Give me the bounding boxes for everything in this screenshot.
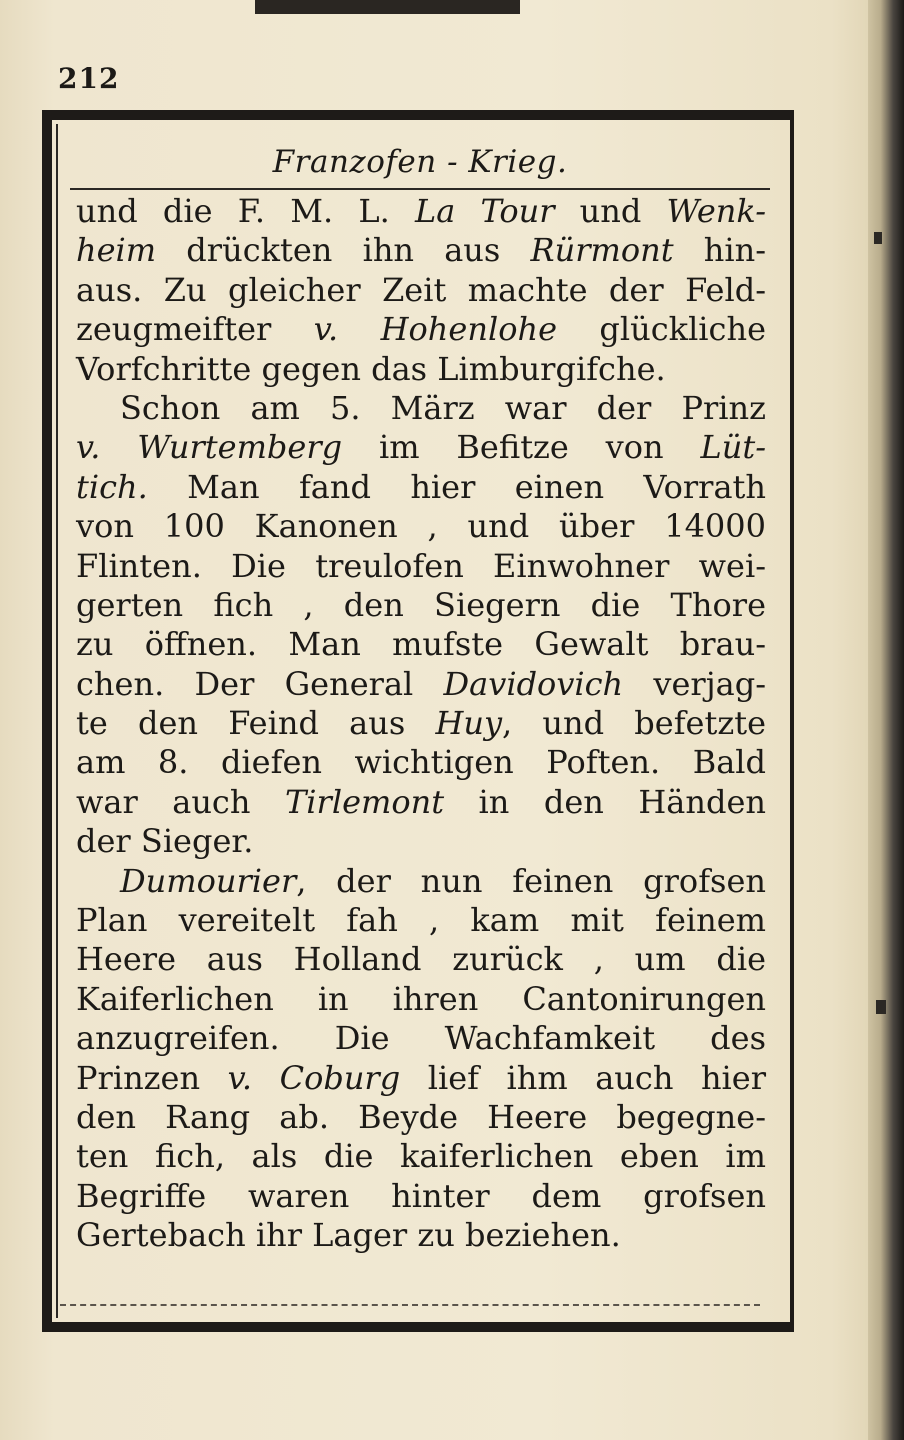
- text-line: [76, 1059, 766, 1098]
- text-segment: aus. Zu gleicher Zeit machte der Feld-: [76, 270, 766, 309]
- italic-segment: La Tour: [414, 192, 555, 230]
- margin-mark: [874, 232, 882, 244]
- text-segment: im Befitze von: [342, 428, 701, 467]
- italic-segment: Wenk-: [666, 192, 767, 230]
- text-line: [76, 1177, 766, 1216]
- text-segment: verjag-: [623, 664, 767, 703]
- text-segment: hin-: [673, 231, 766, 270]
- text-line: [76, 586, 766, 625]
- text-segment: , der nun feinen grofsen: [296, 861, 766, 900]
- text-line: [76, 271, 766, 310]
- text-segment: , und befetzte: [502, 704, 767, 743]
- text-line: [76, 468, 766, 507]
- text-segment: von 100 Kanonen , und über 14000: [76, 507, 766, 546]
- text-segment: te den Feind aus: [76, 704, 436, 743]
- text-line: [76, 1019, 766, 1058]
- bottom-rule: [60, 1304, 760, 1306]
- text-segment: lief ihm auch hier: [400, 1058, 767, 1097]
- text-segment: Plan vereitelt fah , kam mit feinem: [76, 901, 766, 940]
- italic-segment: heim: [76, 231, 157, 270]
- text-line: [76, 783, 766, 822]
- text-segment: glückliche: [557, 310, 767, 349]
- text-line: [76, 231, 766, 270]
- text-segment: Begriffe waren hinter dem grofsen: [76, 1176, 766, 1215]
- italic-segment: v. Wurtemberg: [76, 428, 343, 467]
- text-segment: und: [554, 192, 667, 230]
- text-line: [76, 862, 766, 901]
- text-segment: zu öffnen. Man mufste Gewalt brau-: [76, 625, 766, 664]
- text-line: [76, 547, 766, 586]
- italic-segment: Davidovich: [443, 664, 624, 703]
- text-line: [76, 822, 766, 861]
- text-segment: Heere aus Holland zurück , um die: [76, 940, 766, 979]
- book-spine-edge: [868, 0, 904, 1440]
- text-line: [76, 980, 766, 1019]
- text-segment: anzugreifen. Die Wachfamkeit des: [76, 1019, 766, 1058]
- text-line: [76, 665, 766, 704]
- text-line: [76, 625, 766, 664]
- text-line: [76, 507, 766, 546]
- text-segment: drückten ihn aus: [156, 231, 531, 270]
- italic-segment: tich.: [76, 467, 148, 506]
- text-line: [76, 1137, 766, 1176]
- text-segment: in den Händen: [444, 782, 767, 821]
- header-rule: [70, 188, 770, 190]
- text-line: [76, 350, 766, 389]
- text-segment: Vorfchritte gegen das Limburgifche.: [76, 349, 666, 388]
- body-text: [76, 192, 766, 1256]
- text-segment: und die F. M. L.: [76, 192, 415, 230]
- italic-segment: Huy: [435, 704, 503, 743]
- text-segment: Schon am 5. März war der Prinz: [120, 388, 766, 427]
- italic-segment: v. Coburg: [227, 1058, 401, 1097]
- text-line: [76, 1216, 766, 1255]
- text-segment: Flinten. Die treulofen Einwohner wei-: [76, 546, 766, 585]
- text-segment: chen. Der General: [76, 664, 444, 703]
- text-segment: gerten fich , den Siegern die Thore: [76, 585, 766, 624]
- italic-segment: Dumourier: [120, 861, 297, 900]
- top-edge-shadow: [255, 0, 520, 14]
- text-line: [76, 940, 766, 979]
- text-line: [76, 192, 766, 231]
- text-line: [76, 1098, 766, 1137]
- italic-segment: v. Hohenlohe: [313, 310, 558, 349]
- text-line: [76, 743, 766, 782]
- text-segment: der Sieger.: [76, 822, 254, 861]
- text-segment: Gertebach ihr Lager zu beziehen.: [76, 1216, 621, 1255]
- text-segment: war auch: [76, 782, 285, 821]
- italic-segment: Rürmont: [530, 231, 674, 270]
- text-segment: Kaiferlichen in ihren Cantonirungen: [76, 979, 766, 1018]
- text-line: [76, 901, 766, 940]
- text-segment: Man fand hier einen Vorrath: [147, 467, 766, 506]
- text-segment: zeugmeifter: [76, 310, 314, 349]
- text-line: [76, 704, 766, 743]
- text-line: [76, 428, 766, 467]
- text-segment: am 8. diefen wichtigen Poften. Bald: [76, 743, 766, 782]
- text-segment: ten fich, als die kaiferlichen eben im: [76, 1137, 766, 1176]
- italic-segment: Tirlemont: [284, 782, 445, 821]
- text-line: [76, 389, 766, 428]
- page-number: 212: [58, 62, 120, 95]
- text-segment: Prinzen: [76, 1058, 228, 1097]
- running-head: Franzofen - Krieg.: [272, 144, 568, 180]
- text-line: [76, 310, 766, 349]
- text-segment: den Rang ab. Beyde Heere begegne-: [76, 1097, 766, 1136]
- margin-mark: [876, 1000, 886, 1014]
- italic-segment: Lüt-: [700, 428, 767, 467]
